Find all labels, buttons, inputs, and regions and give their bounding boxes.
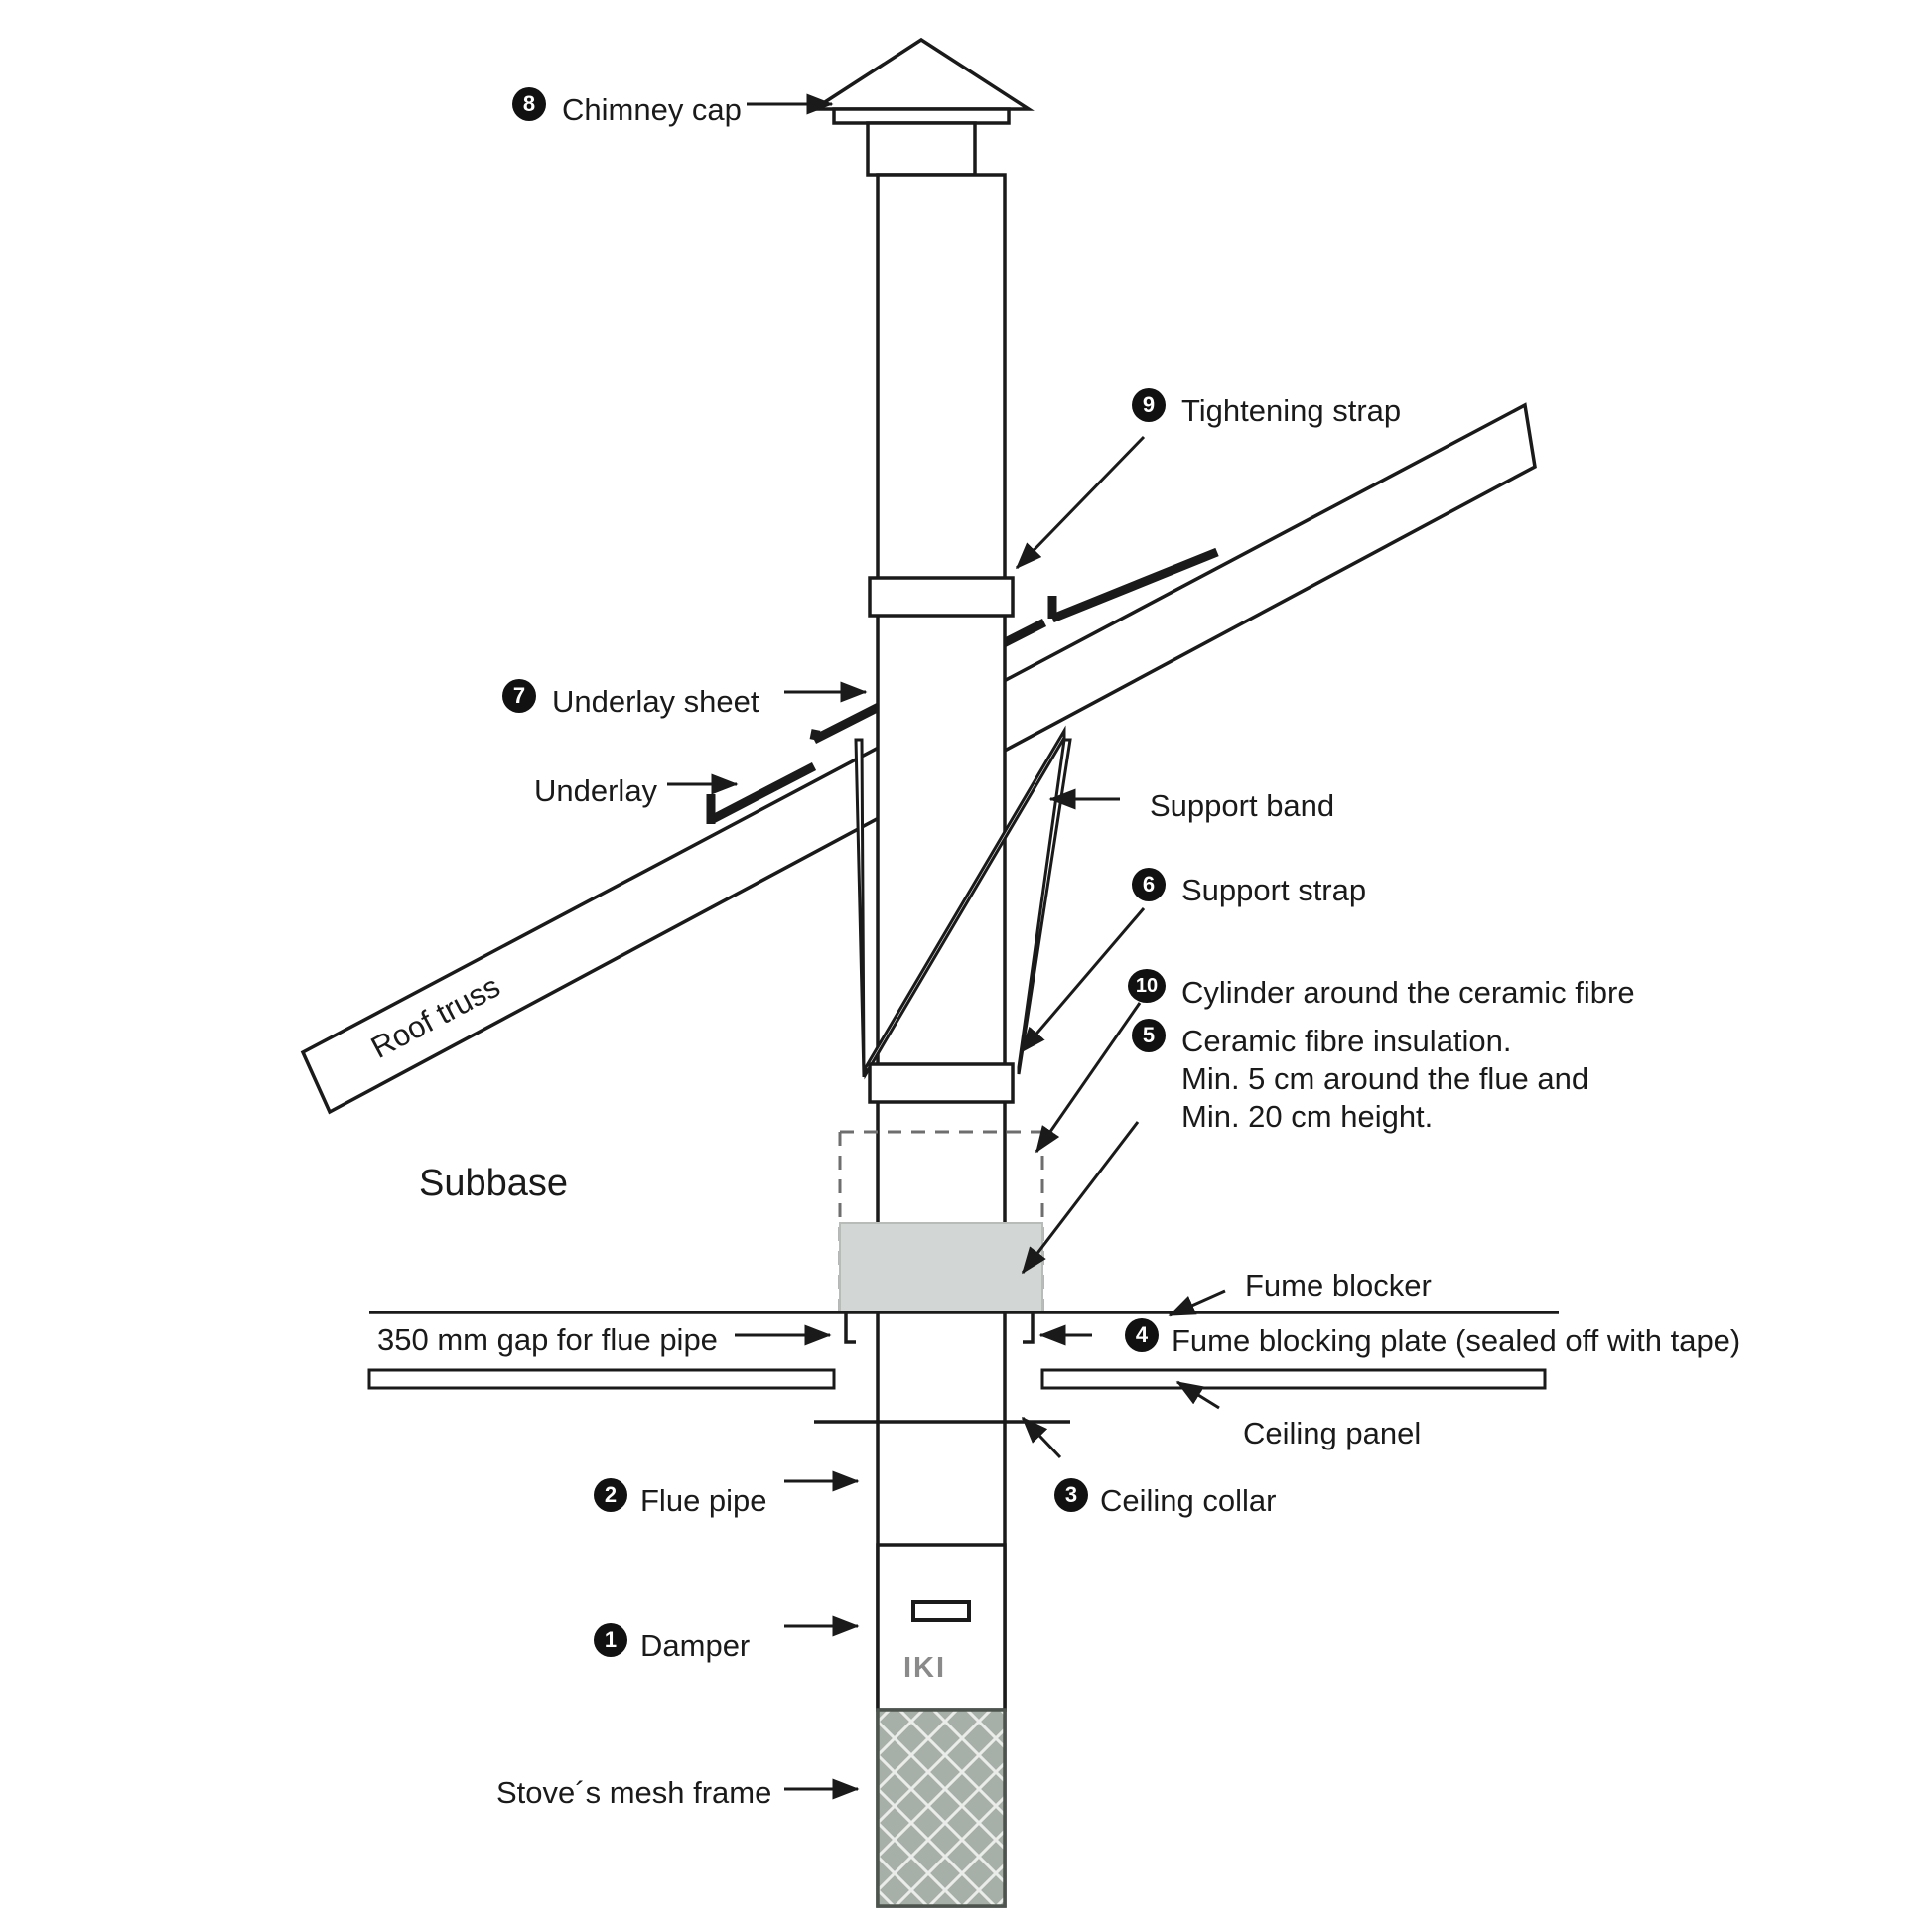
label-underlay: Underlay [534, 773, 658, 808]
label-subbase: Subbase [419, 1163, 569, 1204]
callout-number-10: 10 [1128, 969, 1166, 1003]
label-ceiling-collar: Ceiling collar [1100, 1483, 1277, 1518]
damper-shape [878, 1545, 1005, 1710]
label-damper: Damper [640, 1628, 751, 1663]
label-ceramic-fibre-line3: Min. 20 cm height. [1181, 1099, 1434, 1134]
label-stove-mesh-frame: Stove´s mesh frame [496, 1775, 772, 1810]
callout-number-2: 2 [594, 1478, 627, 1512]
label-chimney-cap: Chimney cap [562, 92, 742, 127]
chimney-cap-shape [814, 40, 1029, 175]
label-tightening-strap: Tightening strap [1181, 393, 1402, 428]
label-350mm-gap: 350 mm gap for flue pipe [377, 1322, 718, 1357]
iki-brand-text: IKI [903, 1652, 947, 1684]
callout-number-4: 4 [1125, 1318, 1159, 1352]
label-ceiling-panel: Ceiling panel [1243, 1416, 1422, 1450]
label-flue-pipe: Flue pipe [640, 1483, 767, 1518]
ceramic-fibre-insulation-shape [840, 1223, 1042, 1312]
callout-number-9: 9 [1132, 388, 1166, 422]
label-support-band: Support band [1150, 788, 1335, 823]
support-band-shape [870, 1064, 1013, 1102]
callout-number-6: 6 [1132, 868, 1166, 901]
stove-mesh-frame-shape [878, 1710, 1005, 1906]
callout-number-7: 7 [502, 679, 536, 713]
label-fume-blocker: Fume blocker [1245, 1268, 1432, 1303]
label-underlay-sheet: Underlay sheet [552, 684, 759, 719]
label-support-strap: Support strap [1181, 873, 1367, 907]
callout-number-3: 3 [1054, 1478, 1088, 1512]
label-fume-blocking-plate: Fume blocking plate (sealed off with tape) [1172, 1323, 1741, 1358]
callout-number-5: 5 [1132, 1019, 1166, 1052]
label-ceramic-fibre-line1: Ceramic fibre insulation. [1181, 1024, 1512, 1058]
callout-number-1: 1 [594, 1623, 627, 1657]
label-cylinder-around-ceramic-fibre: Cylinder around the ceramic fibre [1181, 975, 1635, 1010]
tightening-strap-shape [870, 578, 1013, 616]
label-ceramic-fibre-line2: Min. 5 cm around the flue and [1181, 1061, 1589, 1096]
label-roof-truss: Roof truss [365, 968, 506, 1065]
callout-number-8: 8 [512, 87, 546, 121]
